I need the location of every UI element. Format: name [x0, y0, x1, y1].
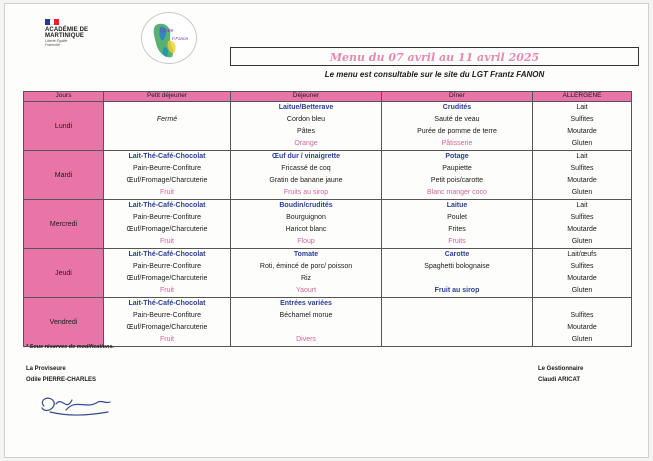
signatory-name: Odile PIERRE-CHARLES	[26, 377, 97, 383]
menu-line: Gluten	[571, 238, 593, 245]
menu-line: Sulfites	[570, 214, 594, 221]
table-row	[24, 102, 632, 151]
petit-dejeuner-cell	[104, 151, 231, 200]
school-logo	[141, 12, 197, 64]
footnote: * Sous réserves de modifications.	[26, 344, 115, 350]
menu-line: Fricassé de coq	[281, 165, 331, 172]
menu-line: Gratin de banane jaune	[269, 177, 343, 184]
menu-line: Gluten	[571, 287, 593, 294]
allergene-cell	[533, 249, 632, 298]
menu-line: Fruits au sirop	[283, 189, 329, 196]
menu-line: Fruit	[160, 336, 174, 343]
menu-line: Fruits	[448, 238, 466, 245]
menu-line: Crudités	[442, 104, 472, 111]
menu-line: Lait-Thé-Café-Chocolat	[128, 153, 206, 160]
academy-logo	[45, 19, 125, 48]
allergene-cell	[533, 102, 632, 151]
table-row	[24, 249, 632, 298]
menu-line: Carotte	[444, 251, 470, 258]
day-cell: Mercredi	[24, 200, 104, 249]
table-row	[24, 151, 632, 200]
menu-line: Moutarde	[567, 128, 597, 135]
handwritten-signature-icon	[36, 390, 116, 420]
menu-line: Floup	[297, 238, 315, 245]
signature-block-left	[26, 364, 96, 386]
menu-line: Yaourt	[295, 287, 317, 294]
menu-line: Boudin/crudités	[279, 202, 333, 209]
petit-dejeuner-cell	[104, 102, 231, 151]
menu-line: Lait	[576, 153, 588, 160]
day-cell: Mardi	[24, 151, 104, 200]
menu-line: Divers	[296, 336, 316, 343]
header-diner: Dîner	[382, 92, 533, 102]
academy-name: ACADÉMIE DE MARTINIQUE	[45, 27, 89, 39]
day-cell: Vendredi	[24, 298, 104, 347]
table-header-row	[24, 92, 632, 102]
menu-line: Lait/œufs	[567, 251, 597, 258]
menu-line: Entrées variées	[280, 300, 332, 307]
signatory-title: Le Gestionnaire	[538, 366, 584, 372]
allergene-cell	[533, 151, 632, 200]
menu-line: Pâtes	[297, 128, 315, 135]
menu-table	[23, 91, 632, 347]
menu-line: Fruit	[160, 189, 174, 196]
menu-line: Lait	[576, 202, 588, 209]
petit-dejeuner-cell	[104, 200, 231, 249]
menu-line: Paupiette	[442, 165, 472, 172]
french-flag-icon	[45, 19, 59, 25]
signatory-title: La Proviseure	[26, 366, 66, 372]
dejeuner-cell	[231, 102, 382, 151]
menu-line	[533, 298, 631, 310]
dejeuner-cell	[231, 249, 382, 298]
menu-line: Moutarde	[567, 324, 597, 331]
menu-line: Béchamel morue	[279, 312, 333, 319]
menu-line: Fruit	[160, 287, 174, 294]
table-row	[24, 200, 632, 249]
header-dejeuner: Déjeuner	[231, 92, 382, 102]
menu-line: Spaghetti bolognaise	[424, 263, 490, 270]
menu-line	[104, 102, 230, 114]
menu-line: Cordon bleu	[286, 116, 326, 123]
petit-dejeuner-cell	[104, 249, 231, 298]
header-petit-dejeuner: Petit déjeuner	[104, 92, 231, 102]
menu-line: Tomate	[293, 251, 319, 258]
menu-line: Pain-Beurre-Confiture	[132, 165, 202, 172]
menu-line: Pâtisserie	[441, 140, 473, 147]
menu-line: Haricot blanc	[285, 226, 327, 233]
menu-line: Petit pois/carotte	[430, 177, 484, 184]
menu-line: Sulfites	[570, 312, 594, 319]
logo-text: Lycée	[160, 28, 174, 34]
menu-line	[382, 322, 532, 334]
allergene-cell	[533, 298, 632, 347]
menu-line	[382, 334, 532, 346]
header-allergene: ALLERGENE	[533, 92, 632, 102]
menu-line	[104, 138, 230, 150]
menu-line: Moutarde	[567, 226, 597, 233]
menu-line: Lait-Thé-Café-Chocolat	[128, 300, 206, 307]
menu-line: Laitue	[446, 202, 468, 209]
petit-dejeuner-cell	[104, 298, 231, 347]
menu-line: Moutarde	[567, 275, 597, 282]
day-cell: Lundi	[24, 102, 104, 151]
menu-line	[104, 126, 230, 138]
menu-line: Poulet	[447, 214, 467, 221]
diner-cell	[382, 200, 533, 249]
diner-cell	[382, 102, 533, 151]
academy-motto: Liberté Égalité Fraternité	[45, 39, 68, 47]
menu-line: Fermé	[156, 116, 178, 123]
menu-line: Laitue/Betterave	[278, 104, 334, 111]
menu-line: Frites	[448, 226, 466, 233]
diner-cell	[382, 298, 533, 347]
menu-line: Gluten	[571, 336, 593, 343]
menu-line: Œuf dur / vinaigrette	[271, 153, 341, 160]
diner-cell	[382, 249, 533, 298]
table-row	[24, 298, 632, 347]
signatory-name: Claudi ARICAT	[538, 377, 580, 383]
dejeuner-cell	[231, 200, 382, 249]
menu-line: Pain-Beurre-Confiture	[132, 214, 202, 221]
signature-block-right	[538, 364, 583, 386]
menu-line: Purée de pomme de terre	[417, 128, 497, 135]
logo-text: F.Fanon	[172, 36, 189, 41]
menu-subtitle: Le menu est consultable sur le site du LGT Frantz FANON	[324, 70, 545, 79]
menu-line: Œuf/Fromage/Charcuterie	[126, 226, 208, 233]
menu-line: Roti, émincé de porc/ poisson	[259, 263, 353, 270]
diner-cell	[382, 151, 533, 200]
menu-line: Riz	[300, 275, 312, 282]
menu-line: Sulfites	[570, 165, 594, 172]
dejeuner-cell	[231, 151, 382, 200]
menu-line: Lait	[576, 104, 588, 111]
menu-line: Sauté de veau	[434, 116, 480, 123]
menu-line: Moutarde	[567, 177, 597, 184]
menu-line: Gluten	[571, 189, 593, 196]
menu-line: Fruit	[160, 238, 174, 245]
menu-line: Sulfites	[570, 263, 594, 270]
allergene-cell	[533, 200, 632, 249]
menu-line: Fruit au sirop	[434, 287, 480, 294]
menu-line: Œuf/Fromage/Charcuterie	[126, 177, 208, 184]
header-jours: Jours	[24, 92, 104, 102]
day-cell: Jeudi	[24, 249, 104, 298]
menu-title-box	[230, 47, 639, 66]
menu-line: Potage	[445, 153, 469, 160]
menu-line: Pain-Beurre-Confiture	[132, 263, 202, 270]
menu-line: Blanc manger coco	[427, 189, 487, 196]
menu-line	[382, 298, 532, 310]
menu-line: Œuf/Fromage/Charcuterie	[126, 324, 208, 331]
menu-line: Gluten	[571, 140, 593, 147]
menu-line: Orange	[294, 140, 318, 147]
menu-line: Lait-Thé-Café-Chocolat	[128, 251, 206, 258]
menu-title: Menu du 07 avril au 11 avril 2025	[329, 51, 540, 64]
menu-line: Œuf/Fromage/Charcuterie	[126, 275, 208, 282]
menu-line	[231, 322, 381, 334]
menu-line	[382, 310, 532, 322]
dejeuner-cell	[231, 298, 382, 347]
menu-line: Sulfites	[570, 116, 594, 123]
menu-line: Bourguignon	[286, 214, 326, 221]
menu-line	[382, 273, 532, 285]
menu-line: Pain-Beurre-Confiture	[132, 312, 202, 319]
menu-line: Lait-Thé-Café-Chocolat	[128, 202, 206, 209]
